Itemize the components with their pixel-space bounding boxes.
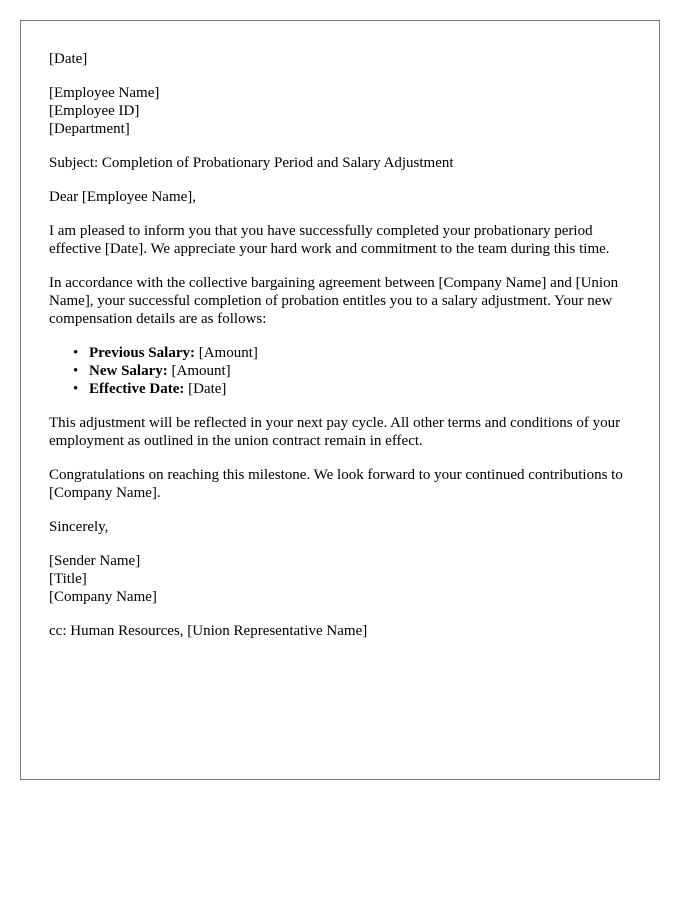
body-paragraph-3: This adjustment will be reflected in your next pay cycle. All other terms and conditions of your employment as outlined in the union contract remain in effect. <box>49 415 621 449</box>
recipient-block <box>49 84 631 138</box>
sender-name: [Sender Name] <box>49 553 141 569</box>
recipient-employee-id: [Employee ID] <box>49 103 140 119</box>
body-paragraph-4: Congratulations on reaching this milestone. We look forward to your continued contributions to [Company Name]. <box>49 467 623 501</box>
detail-value: [Amount] <box>194 345 258 361</box>
letter-page <box>20 20 660 780</box>
letter-date: [Date] <box>49 51 88 67</box>
bullet-icon: • <box>73 363 79 379</box>
list-item-new-salary <box>73 362 631 380</box>
sender-block <box>49 552 631 606</box>
recipient-department: [Department] <box>49 121 130 137</box>
closing: Sincerely, <box>49 519 109 535</box>
salutation: Dear [Employee Name], <box>49 189 197 205</box>
detail-value: [Amount] <box>167 363 231 379</box>
sender-company: [Company Name] <box>49 589 157 605</box>
recipient-name: [Employee Name] <box>49 85 160 101</box>
bullet-icon: • <box>73 381 79 397</box>
list-item-effective-date <box>73 380 631 398</box>
sender-title: [Title] <box>49 571 87 587</box>
body-paragraph-2: In accordance with the collective bargaining agreement between [Company Name] and [Union Name], your successful completion of probation entitles you to a salary adjustment. Your new compensation details are as follows: <box>49 275 619 327</box>
detail-label: Previous Salary: <box>89 345 195 361</box>
detail-label: Effective Date: <box>89 381 185 397</box>
bullet-icon: • <box>73 345 79 361</box>
compensation-details-list <box>49 344 631 398</box>
detail-label: New Salary: <box>89 363 168 379</box>
cc-line: cc: Human Resources, [Union Representative Name] <box>49 623 368 639</box>
date-line <box>49 50 631 68</box>
subject-line: Subject: Completion of Probationary Period and Salary Adjustment <box>49 155 454 171</box>
detail-value: [Date] <box>184 381 227 397</box>
body-paragraph-1: I am pleased to inform you that you have successfully completed your probationary period effective [Date]. We appreciate your hard work and commitment to the team during this time. <box>49 223 610 257</box>
list-item-previous-salary <box>73 344 631 362</box>
